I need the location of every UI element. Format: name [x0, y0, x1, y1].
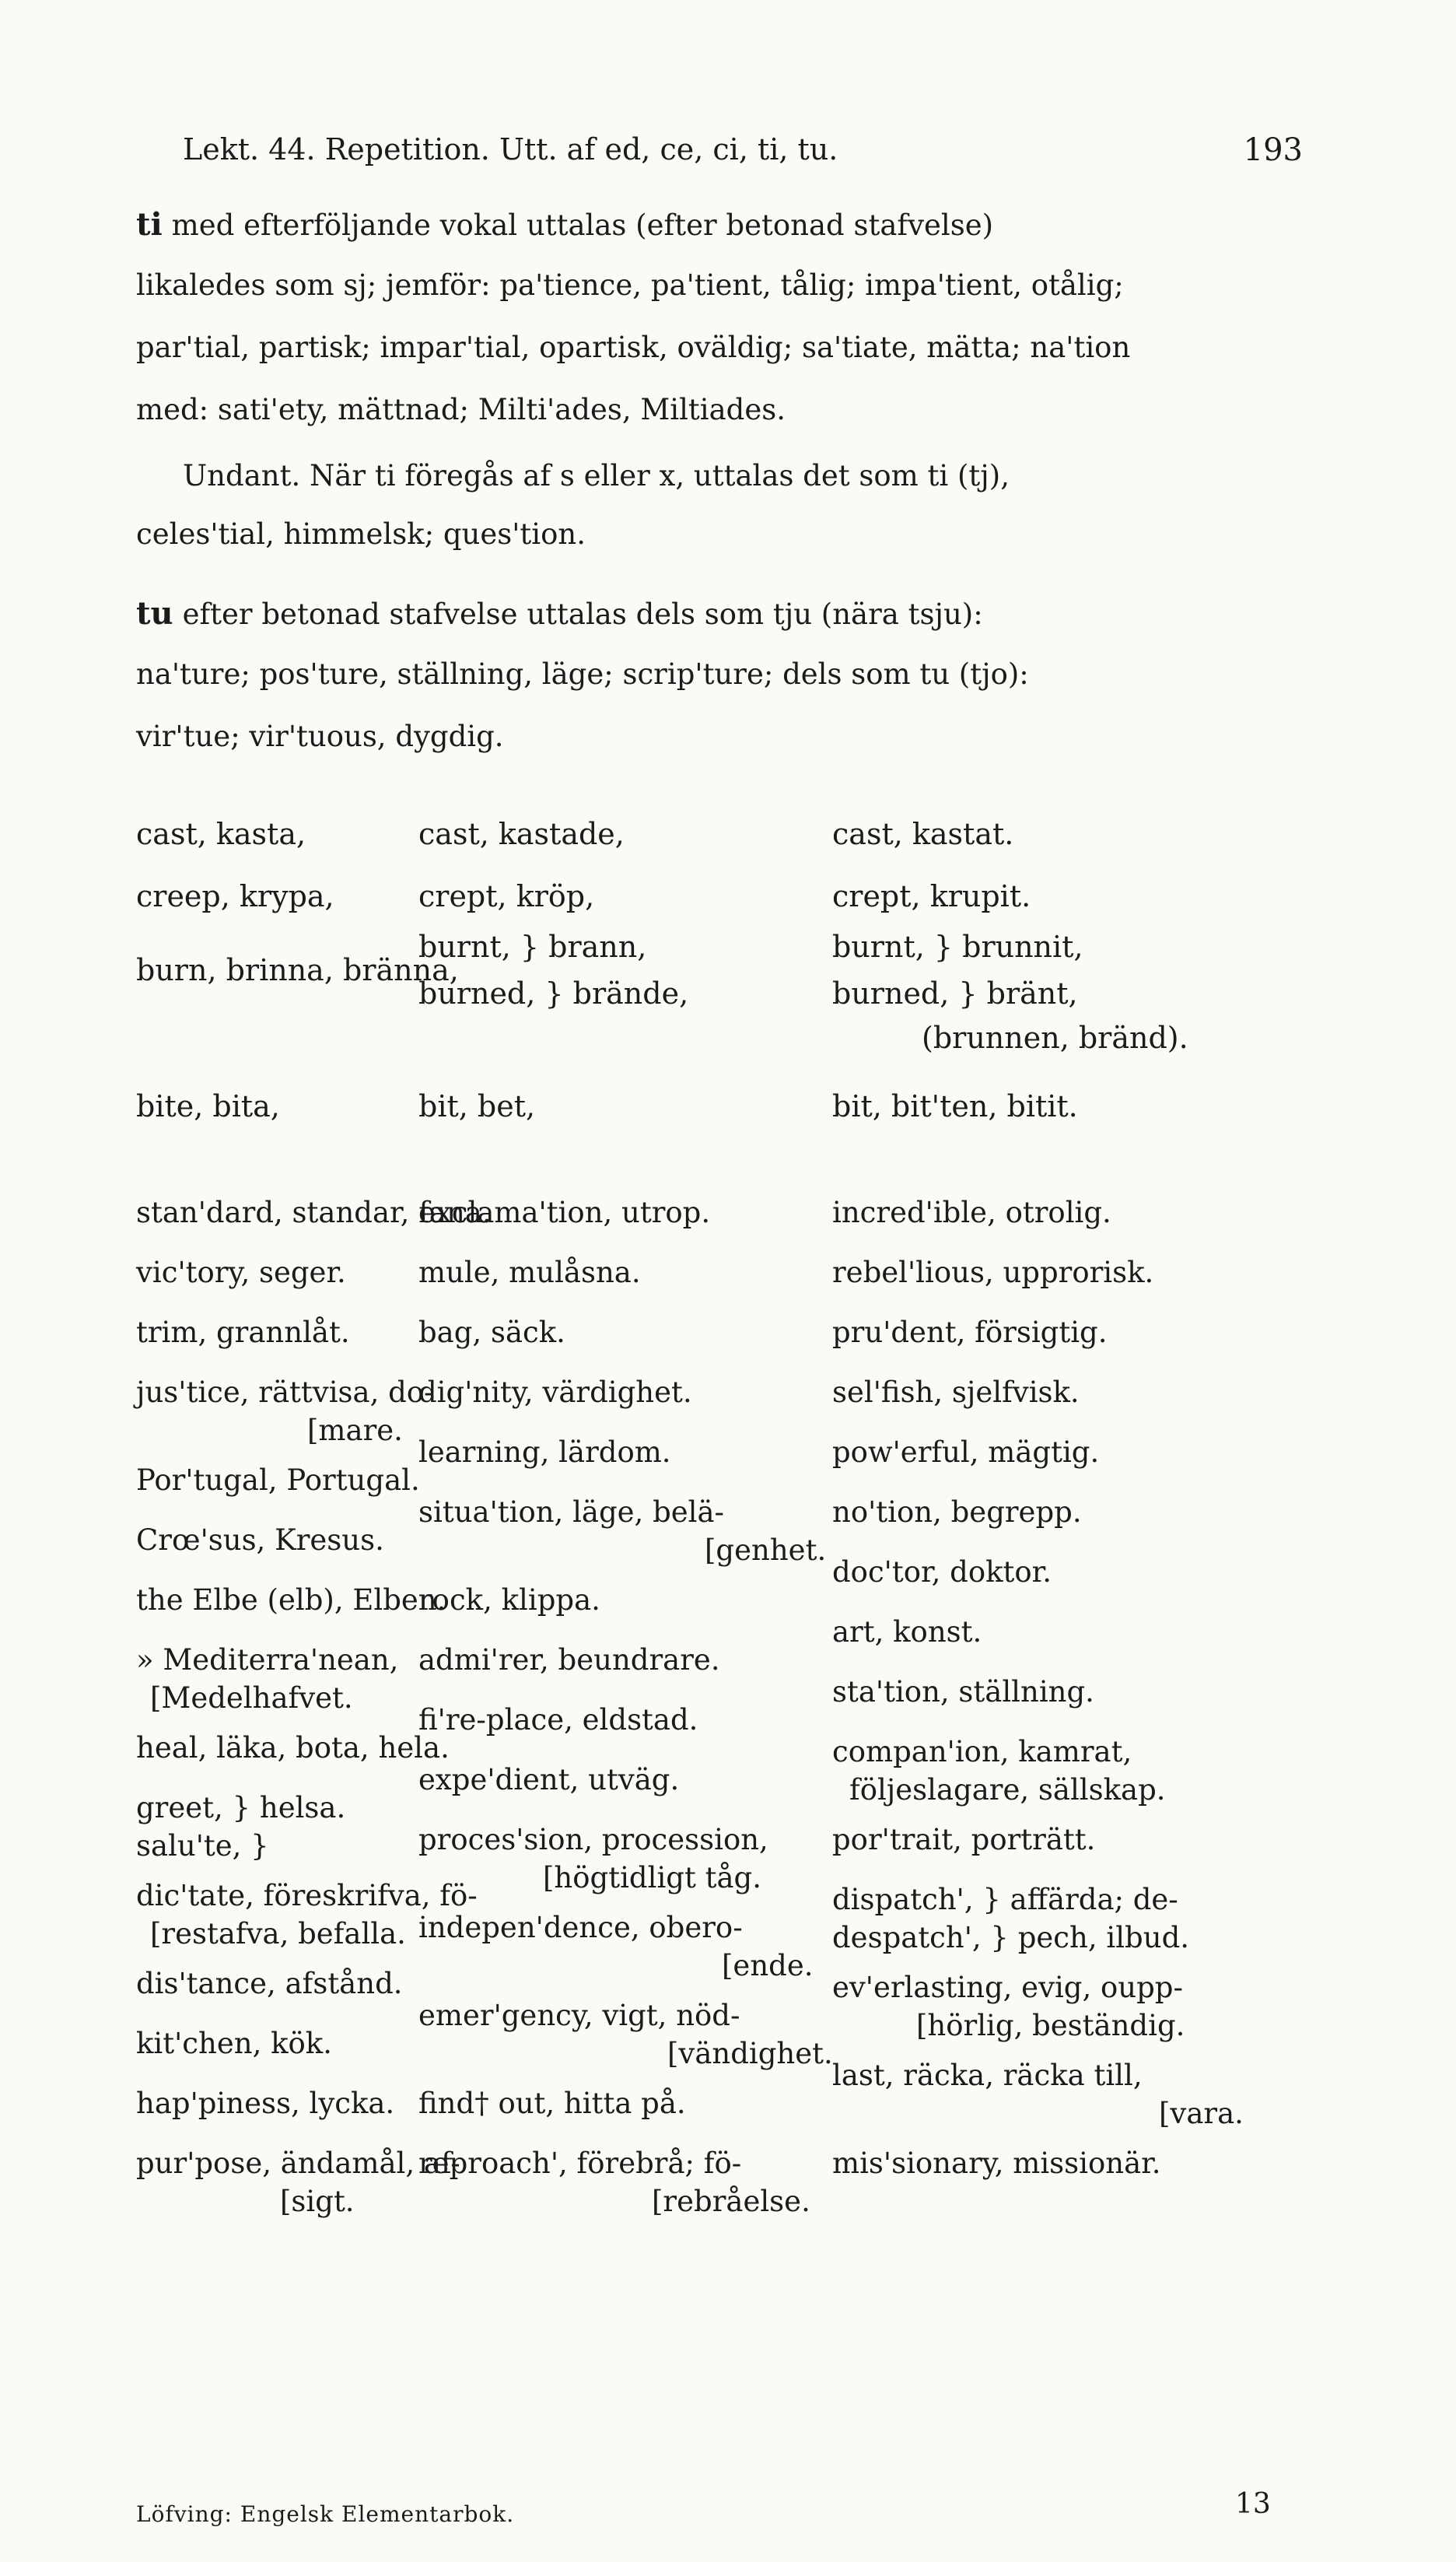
vocab-entry: admi'rer, beundrare. — [418, 1643, 720, 1677]
signature-mark: 13 — [1235, 2488, 1271, 2520]
intro-text: likaledes som sj; jemför: pa'tience, pa'tient, tålig; impa'tient, otålig; — [136, 268, 1124, 302]
verb-participle: burned, } bränt, — [832, 976, 1078, 1011]
vocab-entry: stan'dard, standar, fana. — [136, 1196, 492, 1229]
intro-text: celes'tial, himmelsk; ques'tion. — [136, 517, 586, 551]
verb-past: cast, kastade, — [418, 817, 625, 851]
vocab-entry: last, räcka, räcka till, — [832, 2059, 1143, 2092]
footer-imprint: Löfving: Engelsk Elementarbok. — [136, 2501, 515, 2527]
vocab-entry: följeslagare, sällskap. — [849, 1773, 1166, 1807]
vocab-entry: [Medelhafvet. — [150, 1681, 353, 1715]
vocab-entry: dispatch', } affärda; de- — [832, 1883, 1178, 1916]
vocab-entry: find† out, hitta på. — [418, 2087, 686, 2120]
vocab-entry: reproach', förebrå; fö- — [418, 2147, 742, 2180]
verb-present: cast, kasta, — [136, 817, 306, 851]
verb-participle: crept, krupit. — [832, 879, 1031, 913]
vocab-entry: Crœ'sus, Kresus. — [136, 1523, 384, 1557]
vocab-entry: salu'te, } — [136, 1829, 269, 1863]
intro-line — [136, 268, 1287, 302]
vocab-entry: pow'erful, mägtig. — [832, 1435, 1100, 1469]
intro-text: na'ture; pos'ture, ställning, läge; scrip'ture; dels som tu (tjo): — [136, 657, 1029, 691]
vocab-entry: exclama'tion, utrop. — [418, 1196, 711, 1229]
verb-participle: cast, kastat. — [832, 817, 1014, 851]
lead-letters: tu — [136, 595, 173, 632]
vocab-entry: dis'tance, afstånd. — [136, 1967, 403, 2000]
vocab-entry: [ende. — [722, 1949, 814, 1982]
vocab-entry: por'trait, porträtt. — [832, 1823, 1096, 1856]
vocab-entry: sta'tion, ställning. — [832, 1675, 1094, 1709]
intro-line — [136, 393, 1287, 426]
vocab-entry: dic'tate, föreskrifva, fö- — [136, 1879, 478, 1912]
vocab-entry: [mare. — [307, 1414, 403, 1447]
vocab-entry: compan'ion, kamrat, — [832, 1735, 1132, 1768]
vocab-entry: dig'nity, värdighet. — [418, 1376, 692, 1409]
vocab-entry: mule, mulåsna. — [418, 1256, 641, 1289]
page-number: 193 — [1243, 132, 1303, 168]
verb-participle: bit, bit'ten, bitit. — [832, 1089, 1078, 1123]
intro-text: par'tial, partisk; impar'tial, opartisk, oväldig; sa'tiate, mätta; na'tion — [136, 331, 1131, 364]
vocab-entry: greet, } helsa. — [136, 1791, 346, 1824]
vocab-entry: » Mediterra'nean, — [136, 1643, 399, 1677]
vocab-entry: hap'piness, lycka. — [136, 2087, 395, 2120]
intro-line — [136, 206, 1287, 243]
vocab-entry: jus'tice, rättvisa, do- — [136, 1376, 434, 1409]
vocab-entry: [restafva, befalla. — [150, 1917, 406, 1950]
vocab-entry: [hörlig, beständig. — [916, 2009, 1185, 2042]
verb-past: burned, } brände, — [418, 976, 689, 1011]
vocab-entry: [genhet. — [705, 1533, 827, 1567]
running-title: Lekt. 44. Repetition. Utt. af ed, ce, ci, ti, tu. — [183, 132, 838, 166]
vocab-entry: [vändighet. — [667, 2037, 833, 2070]
vocab-entry: rock, klippa. — [418, 1583, 600, 1617]
intro-text: vir'tue; vir'tuous, dygdig. — [136, 720, 504, 753]
vocab-column-2 — [418, 1183, 838, 2221]
vocab-entry: sel'fish, sjelfvisk. — [832, 1376, 1080, 1409]
vocab-entry: kit'chen, kök. — [136, 2027, 332, 2060]
intro-text: med: sati'ety, mättnad; Milti'ades, Miltiades. — [136, 393, 786, 426]
vocab-entry: Por'tugal, Portugal. — [136, 1463, 420, 1497]
vocab-entry: rebel'lious, upprorisk. — [832, 1256, 1154, 1289]
vocab-entry: incred'ible, otrolig. — [832, 1196, 1111, 1229]
vocab-entry: trim, grannlåt. — [136, 1316, 350, 1349]
vocab-entry: situa'tion, läge, belä- — [418, 1495, 725, 1529]
vocab-entry: proces'sion, procession, — [418, 1823, 768, 1856]
verb-note: (brunnen, bränd). — [922, 1021, 1188, 1055]
verb-past: crept, kröp, — [418, 879, 595, 913]
intro-line — [136, 595, 1287, 632]
vocab-entry: [högtidligt tåg. — [543, 1861, 761, 1894]
intro-line — [136, 517, 1287, 551]
vocab-entry: expe'dient, utväg. — [418, 1763, 680, 1796]
vocab-entry: pur'pose, ändamål, af- — [136, 2147, 460, 2180]
vocab-entry: the Elbe (elb), Elben. — [136, 1583, 446, 1617]
intro-text: med efterföljande vokal uttalas (efter betonad stafvelse) — [171, 209, 994, 242]
vocab-entry: no'tion, begrepp. — [832, 1495, 1082, 1529]
vocab-entry: mis'sionary, missionär. — [832, 2147, 1161, 2180]
vocab-entry: despatch', } pech, ilbud. — [832, 1921, 1190, 1954]
vocab-column-3 — [832, 1183, 1268, 2193]
vocab-entry: bag, säck. — [418, 1316, 565, 1349]
vocab-entry: [sigt. — [280, 2185, 355, 2218]
verb-present: creep, krypa, — [136, 879, 334, 913]
intro-line — [136, 331, 1287, 364]
vocab-entry: art, konst. — [832, 1615, 982, 1649]
vocab-entry: fi're-place, eldstad. — [418, 1703, 698, 1737]
vocab-entry: pru'dent, försigtig. — [832, 1316, 1108, 1349]
intro-text: Undant. När ti föregås af s eller x, uttalas det som ti (tj), — [183, 459, 1010, 492]
page-header — [183, 132, 1303, 179]
intro-line — [136, 720, 1287, 753]
vocab-entry: learning, lärdom. — [418, 1435, 671, 1469]
verb-present: burn, brinna, bränna, — [136, 953, 459, 987]
intro-line — [136, 657, 1287, 691]
verb-participle: burnt, } brunnit, — [832, 930, 1083, 964]
vocab-entry: vic'tory, seger. — [136, 1256, 346, 1289]
vocab-entry: ev'erlasting, evig, oupp- — [832, 1971, 1183, 2004]
vocab-entry: [vara. — [1159, 2097, 1244, 2130]
verb-past: bit, bet, — [418, 1089, 536, 1123]
vocab-entry: heal, läka, bota, hela. — [136, 1731, 450, 1765]
vocab-entry: [rebråelse. — [652, 2185, 810, 2218]
verb-past: burnt, } brann, — [418, 930, 647, 964]
intro-line — [183, 459, 1334, 492]
vocab-entry: emer'gency, vigt, nöd- — [418, 1999, 740, 2032]
vocab-entry: indepen'dence, obero- — [418, 1911, 743, 1944]
lead-letters: ti — [136, 206, 163, 243]
verb-present: bite, bita, — [136, 1089, 280, 1123]
vocab-entry: doc'tor, doktor. — [832, 1555, 1052, 1589]
verb-table — [136, 817, 1303, 1144]
intro-text: efter betonad stafvelse uttalas dels som tju (nära tsju): — [182, 598, 983, 631]
